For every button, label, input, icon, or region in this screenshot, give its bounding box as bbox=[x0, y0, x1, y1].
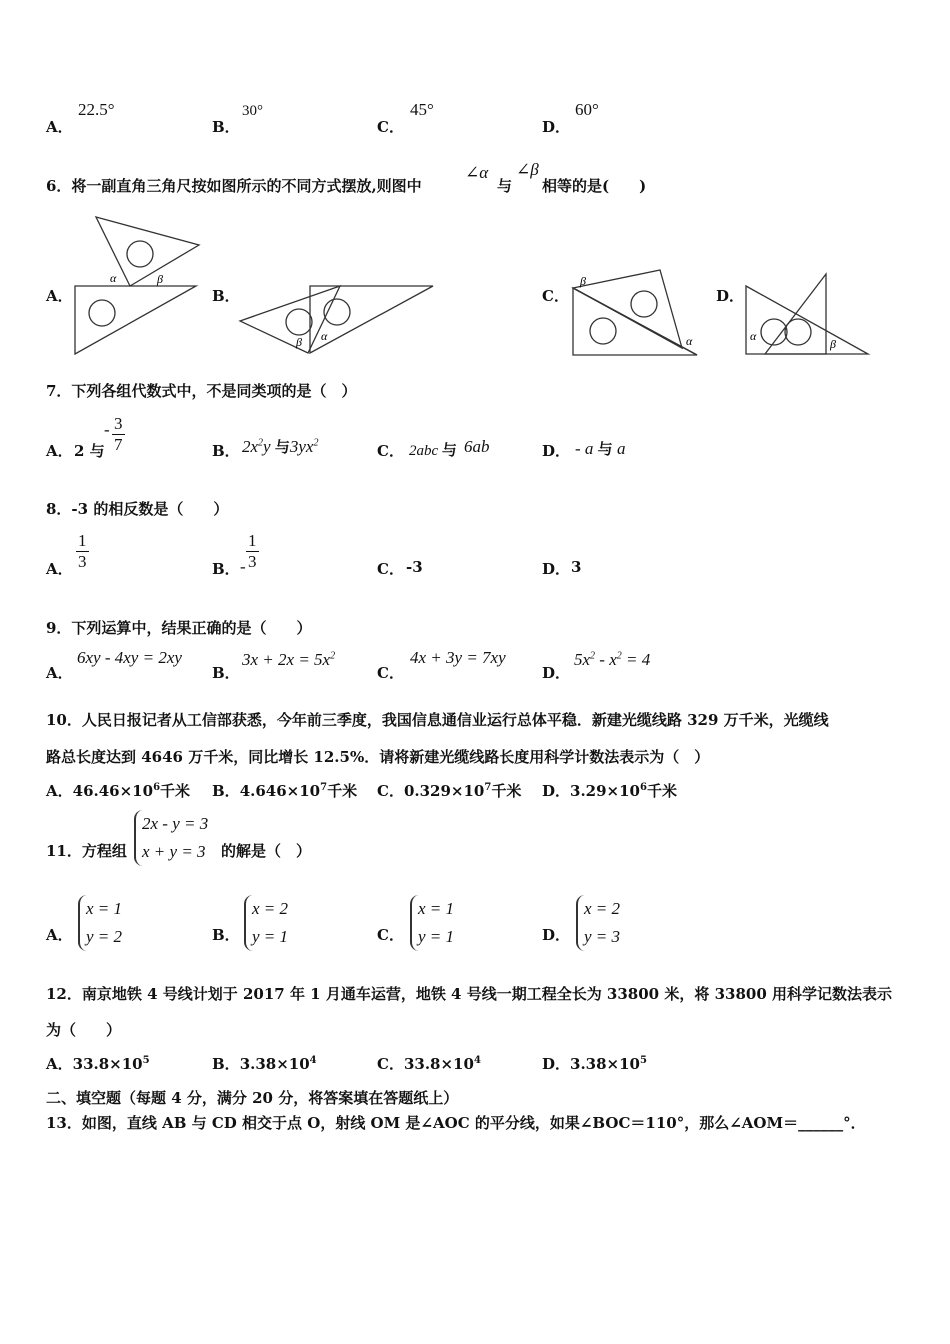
q10-option-d: D．$3.29\times 10^6$千米 bbox=[542, 782, 677, 800]
q8-stem: 8．-3 的相反数是（ ） bbox=[46, 500, 229, 518]
q6-and: 与 bbox=[497, 177, 513, 195]
q6-figure-c bbox=[568, 265, 703, 360]
q7-stem: 7．下列各组代数式中，不是同类项的是（ ） bbox=[46, 382, 357, 400]
beta-symbol: β bbox=[830, 337, 836, 351]
q7-option-a-label: A． bbox=[46, 442, 73, 460]
q8-option-b-minus: - bbox=[240, 557, 246, 576]
q11-option-d-label: D． bbox=[542, 926, 571, 944]
q11-option-b-label: B． bbox=[212, 926, 240, 944]
q6-stem-end: 相等的是( ) bbox=[542, 177, 647, 195]
q12-option-a: A．$33.8\times 10^5$ bbox=[46, 1055, 150, 1073]
alpha-symbol: α bbox=[110, 271, 117, 285]
q10-option-a: A．$46.46\times 10^6$千米 bbox=[46, 782, 191, 800]
q6-figure-b bbox=[235, 278, 440, 358]
q11-option-a-label: A． bbox=[46, 926, 73, 944]
q11-option-c-system: x = 1 y = 1 bbox=[410, 895, 454, 951]
beta-symbol: β bbox=[296, 335, 302, 349]
q7-option-d-expr: - a 与 a bbox=[575, 439, 626, 458]
q6-option-d-label: D． bbox=[716, 287, 745, 305]
q11-option-a-system: x = 1 y = 2 bbox=[78, 895, 122, 951]
q10-stem-line2: 路总长度达到 4646 万千米，同比增长 12.5%．请将新建光缆线路长度用科学计数法表示为（ ） bbox=[46, 748, 710, 766]
q8-option-a-label: A． bbox=[46, 560, 73, 578]
q7-option-c-expr: 2abc 与 bbox=[409, 443, 457, 459]
fraction-denominator: 7 bbox=[114, 435, 123, 454]
q11-equation-system bbox=[134, 810, 208, 866]
q10-option-c: C．$0.329\times 10^7$千米 bbox=[377, 782, 522, 800]
q11-option-d-system: x = 2 y = 3 bbox=[576, 895, 620, 951]
alpha-symbol: α bbox=[686, 334, 693, 348]
q6-option-c-label: C． bbox=[542, 287, 569, 305]
q5-option-d-label: D． bbox=[542, 118, 571, 136]
beta-symbol: β bbox=[157, 272, 163, 286]
q9-option-c-expr: 4x + 3y = 7xy bbox=[410, 648, 506, 667]
q12-option-b: B．$3.38\times 10^4$ bbox=[212, 1055, 317, 1073]
q7-option-a-text: 2 与 bbox=[74, 442, 105, 460]
q9-stem: 9．下列运算中，结果正确的是（ ） bbox=[46, 619, 312, 637]
q7-option-c-expr2: 6ab bbox=[464, 437, 490, 456]
q5-option-c-value: 45° bbox=[410, 100, 434, 119]
q9-option-c-label: C． bbox=[377, 664, 404, 682]
q9-option-b-label: B． bbox=[212, 664, 240, 682]
q9-option-d-expr: $5x^2 - x^2 = 4$ bbox=[574, 650, 651, 669]
q13-stem: 13．如图，直线 AB 与 CD 相交于点 O，射线 OM 是∠AOC 的平分线，如果∠BOC＝110°，那么∠AOM＝______°． bbox=[46, 1114, 866, 1132]
q9-option-b-expr: $3x + 2x = 5x^2$ bbox=[242, 650, 336, 669]
fraction-denominator: 3 bbox=[78, 552, 87, 571]
fraction-numerator: 3 bbox=[114, 414, 123, 433]
q6-stem: 6．将一副直角三角尺按如图所示的不同方式摆放,则图中 bbox=[46, 177, 422, 195]
q7-option-c-label: C． bbox=[377, 442, 404, 460]
beta-symbol: β bbox=[580, 274, 586, 288]
fraction-numerator: 1 bbox=[248, 531, 257, 550]
section-heading: 二、填空题（每题 4 分，满分 20 分，将答案填在答题纸上） bbox=[46, 1089, 459, 1107]
q10-option-b: B．$4.646\times 10^7$千米 bbox=[212, 782, 358, 800]
q6-figure-d bbox=[740, 268, 875, 360]
equation-2: x + y = 3 bbox=[142, 842, 206, 861]
fraction-numerator: 1 bbox=[78, 531, 87, 550]
q5-option-b-value: 30° bbox=[242, 103, 263, 119]
q7-option-b-expr: $2x^2y$ 与$3yx^2$ bbox=[242, 437, 319, 456]
q11-option-b-system: x = 2 y = 1 bbox=[244, 895, 288, 951]
q8-option-c-value: -3 bbox=[406, 558, 423, 576]
q8-option-b-label: B． bbox=[212, 560, 240, 578]
q6-option-b-label: B． bbox=[212, 287, 240, 305]
q11-option-c-label: C． bbox=[377, 926, 404, 944]
q11-stem-end: 的解是（ ） bbox=[221, 842, 312, 860]
q8-option-d-value: 3 bbox=[571, 558, 582, 576]
q12-option-c: C．$33.8\times 10^4$ bbox=[377, 1055, 481, 1073]
equation-1: 2x - y = 3 bbox=[142, 814, 209, 833]
q9-option-a-label: A． bbox=[46, 664, 73, 682]
alpha-symbol: α bbox=[321, 329, 328, 343]
q7-option-a-fraction bbox=[112, 414, 125, 455]
alpha-symbol: α bbox=[750, 329, 757, 343]
q7-option-b-label: B． bbox=[212, 442, 240, 460]
q12-stem-line2: 为（ ） bbox=[46, 1021, 122, 1039]
q5-option-d-value: 60° bbox=[575, 100, 599, 119]
q10-stem-line1: 10．人民日报记者从工信部获悉，今年前三季度，我国信息通信业运行总体平稳．新建光缆线路 329 万千米，光缆线 bbox=[46, 711, 829, 729]
q6-beta: ∠β bbox=[516, 160, 539, 179]
q5-option-a-label: A． bbox=[46, 118, 73, 136]
q6-option-a-label: A． bbox=[46, 287, 73, 305]
q12-option-d: D．$3.38\times 10^5$ bbox=[542, 1055, 647, 1073]
q8-option-d-label: D． bbox=[542, 560, 571, 578]
q8-option-a-fraction bbox=[76, 531, 89, 572]
q9-option-a-expr: 6xy - 4xy = 2xy bbox=[77, 648, 182, 667]
q7-option-a-minus: - bbox=[104, 420, 110, 439]
q12-stem-line1: 12．南京地铁 4 号线计划于 2017 年 1 月通车运营，地铁 4 号线一期工程全长为 33800 米，将 33800 用科学记数法表示 bbox=[46, 985, 892, 1003]
fraction-denominator: 3 bbox=[248, 552, 257, 571]
q5-option-b-label: B． bbox=[212, 118, 240, 136]
q8-option-c-label: C． bbox=[377, 560, 404, 578]
q8-option-b-fraction bbox=[246, 531, 259, 572]
q5-option-a-value: 22.5° bbox=[78, 100, 115, 119]
q7-option-d-label: D． bbox=[542, 442, 571, 460]
q9-option-d-label: D． bbox=[542, 664, 571, 682]
q6-alpha: ∠α bbox=[465, 163, 489, 182]
q6-figure-a bbox=[70, 212, 205, 360]
q11-stem: 11．方程组 bbox=[46, 842, 127, 860]
q5-option-c-label: C． bbox=[377, 118, 404, 136]
